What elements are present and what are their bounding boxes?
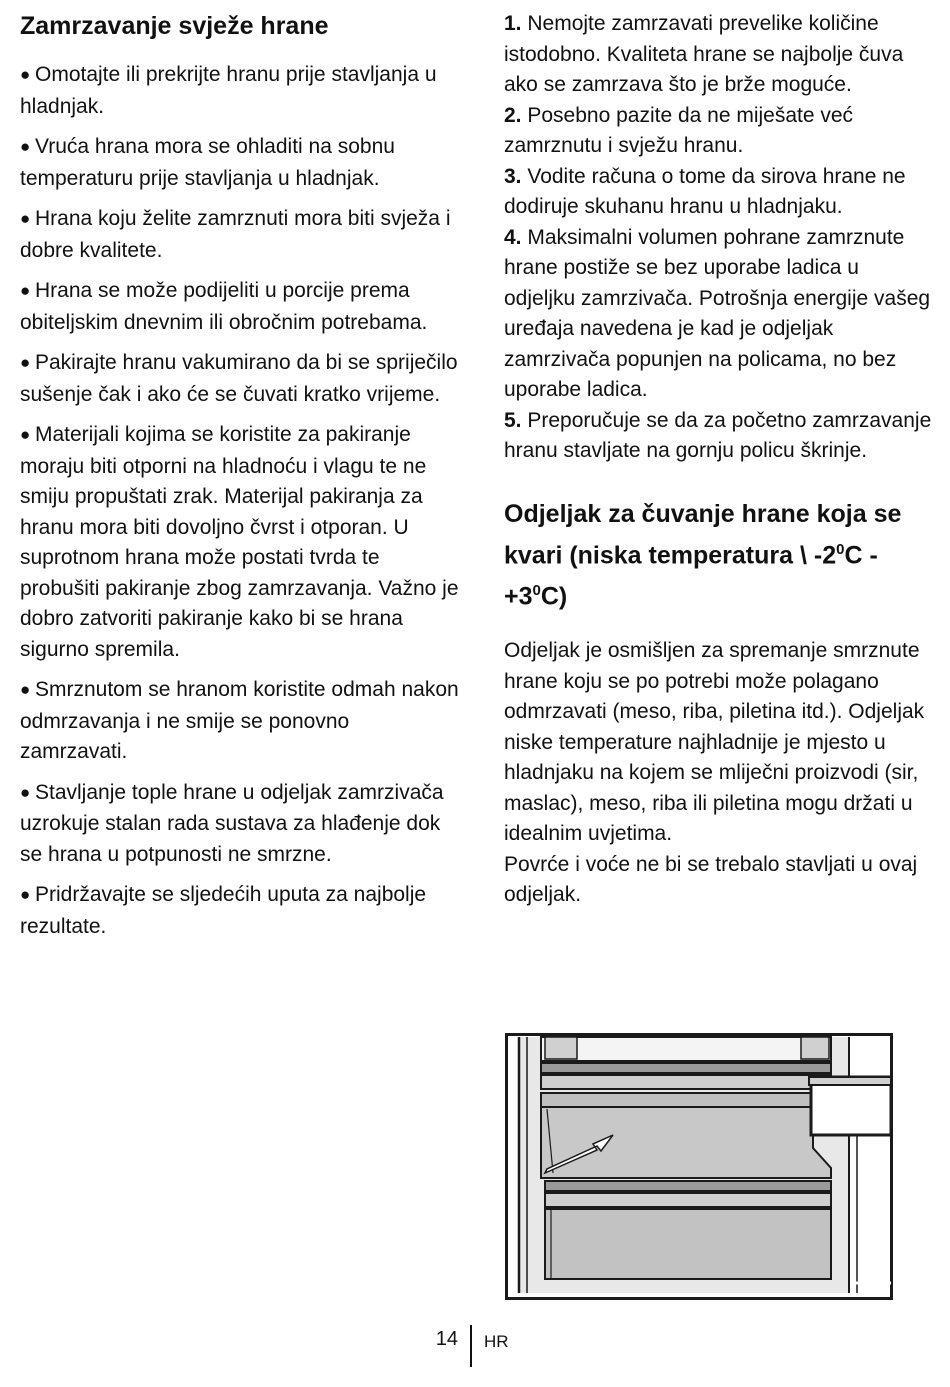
heading-superscript: 0	[532, 581, 541, 599]
numbered-list	[504, 9, 932, 467]
numbered-item	[504, 9, 932, 101]
bullet-dot-icon: ●	[20, 65, 35, 84]
section-title-freezing: Zamrzavanje svježe hrane	[20, 12, 329, 40]
page-footer	[0, 1325, 950, 1369]
bullet-item	[20, 880, 460, 942]
bullet-dot-icon: ●	[20, 137, 35, 156]
bullet-text: Omotajte ili prekrijte hranu prije stavljanja u hladnjak.	[20, 63, 437, 118]
language-code: HR	[484, 1332, 509, 1351]
top-shelf	[541, 1037, 831, 1061]
heading-text: Odjeljak za čuvanje hrane koja se kvari (niska temperatura \ -2	[504, 499, 902, 569]
numbered-item	[504, 162, 932, 223]
bullet-text: Smrznutom se hranom koristite odmah nakon odmrzavanja i ne smije se ponovno zamrzavati.	[20, 678, 459, 763]
right-column	[504, 0, 932, 911]
item-text: Posebno pazite da ne miješate već zamrznutu i svježu hranu.	[504, 103, 854, 157]
page-number: 14	[435, 1328, 458, 1350]
bullet-item	[20, 420, 460, 665]
item-number: 2.	[504, 103, 522, 127]
drawer-body	[541, 1107, 831, 1178]
bullet-dot-icon: ●	[20, 353, 35, 372]
bullet-list	[20, 60, 460, 942]
item-text: Vodite računa o tome da sirova hrane ne dodiruje skuhanu hranu u hladnjaku.	[504, 164, 906, 218]
bullet-dot-icon: ●	[20, 885, 35, 904]
heading-text: C)	[540, 582, 568, 611]
lower-drawer	[545, 1209, 831, 1279]
item-number: 1.	[504, 12, 522, 35]
footer-divider	[470, 1325, 472, 1367]
left-column	[20, 0, 460, 952]
paragraph-compartment-description: Odjeljak je osmišljen za spremanje smrznute hrane koju se po potrebi može polagano odmrzavati (meso, riba, piletina itd.). Odjeljak niske temperature najhladnije je mjesto u hladnjaku na kojem se mliječni proizvodi (sir, maslac), meso, riba ili piletina mogu držati u idealnim uvjetima.	[504, 639, 925, 846]
bullet-text: Hrana se može podijeliti u porcije prema obiteljskim dnevnim ili obročnim potrebama.	[20, 279, 428, 334]
item-text: Preporučuje se da za početno zamrzavanje hranu stavljate na gornju policu škrinje.	[504, 408, 932, 462]
item-number: 5.	[504, 408, 522, 432]
section-title-low-temp-compartment	[504, 497, 932, 615]
numbered-item	[504, 101, 932, 162]
numbered-item	[504, 406, 932, 467]
heading-text: C - +3	[504, 540, 878, 611]
item-text: Nemojte zamrzavati prevelike količine istodobno. Kvaliteta hrane se najbolje čuva ako se zamrzava što je brže moguće.	[504, 12, 904, 96]
bullet-text: Stavljanje tople hrane u odjeljak zamrzivača uzrokuje stalan rada sustava za hlađenje dok se hrana u potpunosti ne smrzne.	[20, 780, 444, 866]
bullet-text: Materijali kojima se koristite za pakiranje moraju biti otporni na hladnoću i vlagu te ne smiju propuštati zrak. Materijal pakiranja za hranu mora biti dovoljno čvrst i otporan. U suprotnom hrana može postati tvrda te probušiti pakiranje zbog zamrzavanja. Važno je dobro zatvoriti pakiranje kako bi se hrana sigurno spremila.	[20, 423, 459, 661]
bullet-text: Hrana koju želite zamrznuti mora biti svježa i dobre kvalitete.	[20, 207, 451, 262]
bullet-dot-icon: ●	[20, 209, 35, 228]
bullet-item	[20, 348, 460, 410]
item-number: 4.	[504, 225, 522, 249]
item-number: 3.	[504, 164, 522, 188]
bullet-item	[20, 276, 460, 338]
bullet-item	[20, 204, 460, 266]
bullet-item	[20, 60, 460, 122]
heading-superscript: 0	[836, 540, 845, 558]
fridge-compartment-illustration	[505, 1033, 893, 1300]
bullet-dot-icon: ●	[20, 680, 35, 699]
bullet-item	[20, 132, 460, 194]
bullet-dot-icon: ●	[20, 281, 35, 300]
bullet-item	[20, 778, 460, 871]
item-text: Maksimalni volumen pohrane zamrznute hrane postiže se bez uporabe ladica u odjeljku zamrzivača. Potrošnja energije vašeg uređaja navedena je kad je odjeljak zamrzivača popunjen na policama, no bez uporabe ladica.	[504, 225, 931, 401]
bullet-text: Pridržavajte se sljedećih uputa za najbolje rezultate.	[20, 883, 427, 938]
bullet-text: Pakirajte hranu vakumirano da bi se spriječilo sušenje čak i ako će se čuvati kratko vrijeme.	[20, 351, 458, 406]
bullet-dot-icon: ●	[20, 425, 35, 444]
bullet-dot-icon: ●	[20, 782, 35, 802]
paragraph-fruit-vegetables-note: Povrće i voće ne bi se trebalo stavljati u ovaj odjeljak.	[504, 852, 918, 907]
bullet-item	[20, 675, 460, 768]
numbered-item	[504, 223, 932, 406]
bullet-text: Vruća hrana mora se ohladiti na sobnu temperaturu prije stavljanja u hladnjak.	[20, 135, 395, 190]
